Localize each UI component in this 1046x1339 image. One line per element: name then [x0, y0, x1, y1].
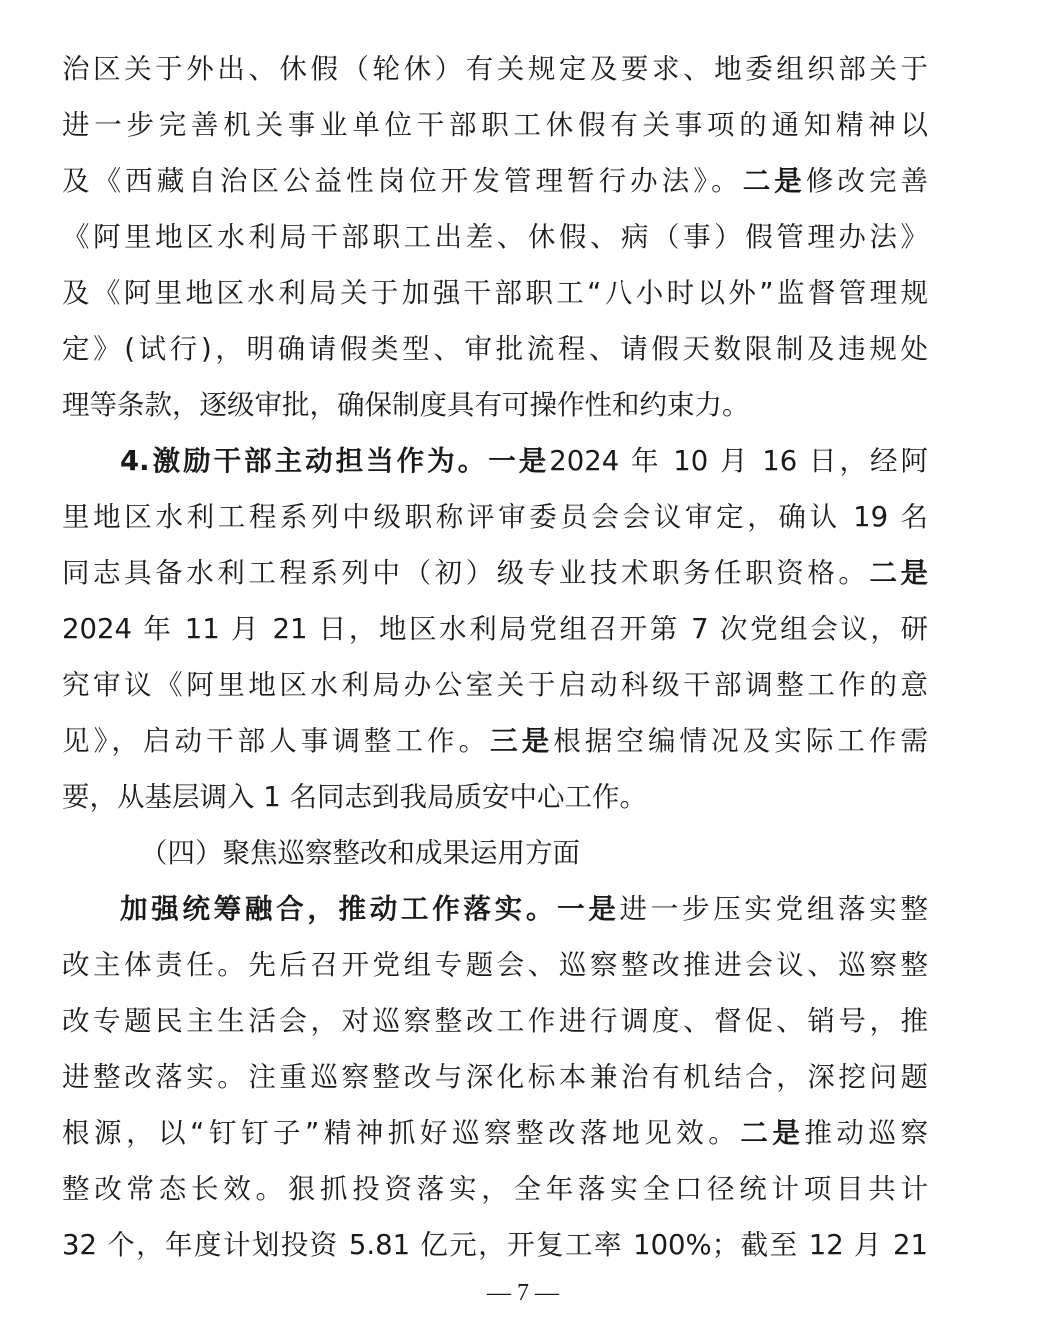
- text-line: [62, 97, 928, 153]
- text-run: 及《阿里地区水利局关于加强干部职工“八小时以外”监督管理规: [62, 277, 928, 309]
- bold-run: 二是: [742, 165, 806, 197]
- text-run: 根据空编情况及实际工作需: [553, 725, 929, 757]
- text-run: 及《西藏自治区公益性岗位开发管理暂行办法》。: [62, 165, 743, 197]
- text-run: 进一步压实党组落实整: [619, 893, 929, 925]
- text-line: [62, 265, 928, 321]
- text-run: 修改完善: [805, 165, 929, 197]
- page-number: — 7 —: [487, 1280, 559, 1306]
- text-line: [62, 1049, 928, 1105]
- text-run: 2024 年 11 月 21 日，地区水利局党组召开第 7 次党组会议，研: [62, 613, 928, 645]
- text-line: [62, 601, 928, 657]
- bold-run: 4.激励干部主动担当作为。: [120, 445, 489, 477]
- text-run: 进一步完善机关事业单位干部职工休假有关事项的通知精神以: [62, 109, 928, 141]
- bold-run: 二是: [869, 557, 929, 589]
- text-run: 见》，启动干部人事调整工作。: [62, 725, 491, 757]
- text-run: 定》(试行)，明确请假类型、审批流程、请假天数限制及违规处: [62, 333, 928, 365]
- subsection-heading: [62, 825, 928, 881]
- text-line: [62, 937, 928, 993]
- section-heading-line: [62, 881, 928, 937]
- bold-run: 加强统筹融合，推动工作落实。: [120, 893, 558, 925]
- text-line: [62, 545, 928, 601]
- bold-run: 一是: [557, 893, 620, 925]
- text-line: [62, 41, 928, 97]
- text-run: 里地区水利工程系列中级职称评审委员会会议审定，确认 19 名: [62, 501, 928, 533]
- bold-run: 三是: [490, 725, 554, 757]
- body-text: [62, 41, 928, 1273]
- text-line: [62, 1105, 928, 1161]
- text-line: [62, 657, 928, 713]
- section-heading-line: [62, 433, 928, 489]
- text-run: 治区关于外出、休假（轮休）有关规定及要求、地委组织部关于: [62, 53, 928, 85]
- text-line: [62, 209, 928, 265]
- bold-run: 二是: [740, 1117, 805, 1149]
- text-line: [62, 1217, 928, 1273]
- text-line: [62, 769, 928, 825]
- text-line: [62, 489, 928, 545]
- text-line: [62, 321, 928, 377]
- text-line: [62, 377, 928, 433]
- text-run: 改专题民主生活会，对巡察整改工作进行调度、督促、销号，推: [62, 1005, 928, 1037]
- text-run: 同志具备水利工程系列中（初）级专业技术职务任职资格。: [62, 557, 870, 589]
- text-line: [62, 1161, 928, 1217]
- text-run: 整改常态长效。狠抓投资落实，全年落实全口径统计项目共计: [62, 1173, 928, 1205]
- text-run: 要，从基层调入 1 名同志到我局质安中心工作。: [62, 781, 647, 813]
- text-line: [62, 713, 928, 769]
- text-run: 《阿里地区水利局干部职工出差、休假、病（事）假管理办法》: [62, 221, 928, 253]
- text-run: 32 个，年度计划投资 5.81 亿元，开复工率 100%；截至 12 月 21: [62, 1229, 928, 1261]
- text-run: 改主体责任。先后召开党组专题会、巡察整改推进会议、巡察整: [62, 949, 928, 981]
- text-run: 根源，以“钉钉子”精神抓好巡察整改落地见效。: [62, 1117, 741, 1149]
- text-run: （四）聚焦巡察整改和成果运用方面: [140, 837, 580, 869]
- text-run: 究审议《阿里地区水利局办公室关于启动科级干部调整工作的意: [62, 669, 928, 701]
- bold-run: 一是: [488, 445, 550, 477]
- text-run: 理等条款，逐级审批，确保制度具有可操作性和约束力。: [62, 389, 750, 421]
- text-line: [62, 993, 928, 1049]
- text-run: 进整改落实。注重巡察整改与深化标本兼治有机结合，深挖问题: [62, 1061, 928, 1093]
- text-run: 推动巡察: [804, 1117, 929, 1149]
- text-line: [62, 153, 928, 209]
- text-run: 2024 年 10 月 16 日，经阿: [549, 445, 929, 477]
